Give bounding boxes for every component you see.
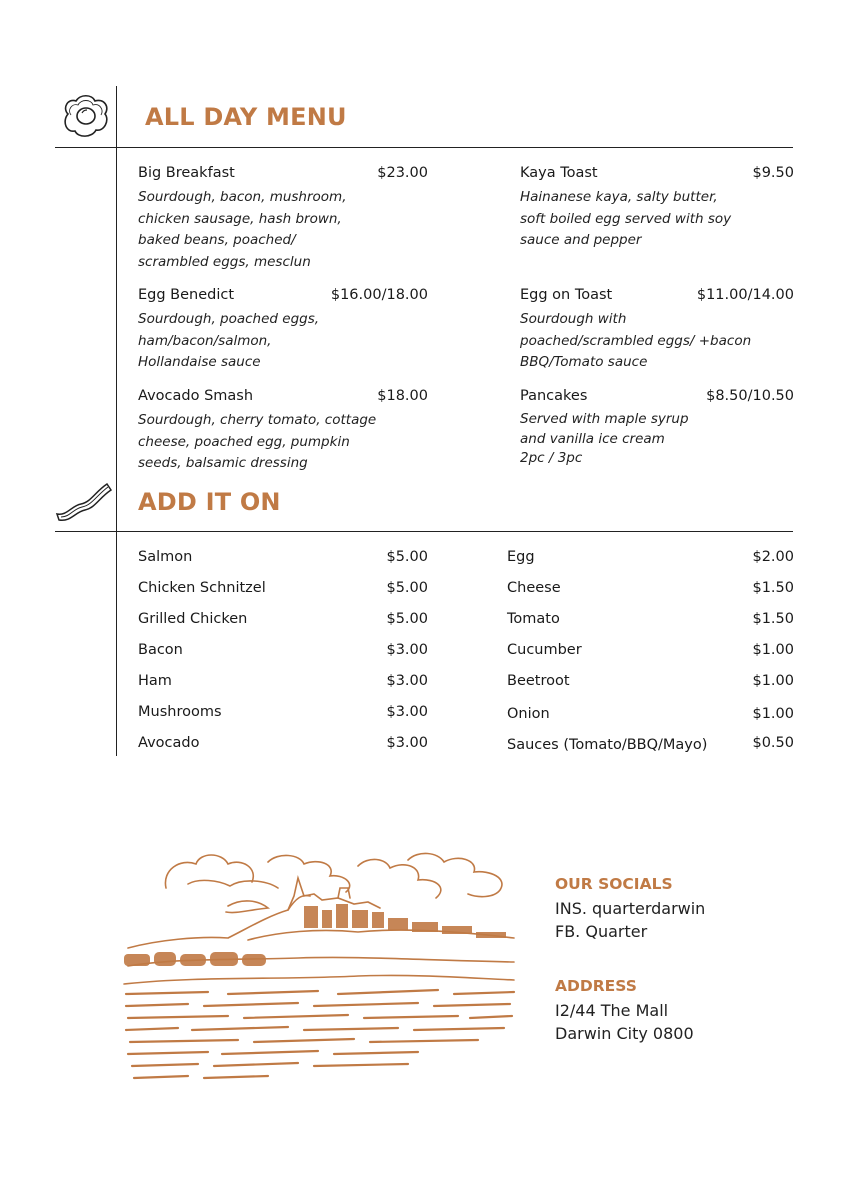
menu-item-price: $18.00 <box>377 388 428 404</box>
addon-price: $1.00 <box>752 642 794 658</box>
addon-price: $3.00 <box>386 704 428 720</box>
menu-item-description: Sourdough with poached/scrambled eggs/ +bacon BBQ/Tomato sauce <box>520 311 752 370</box>
menu-item-price: $11.00/14.00 <box>696 287 794 303</box>
addon-name: Mushrooms <box>138 704 222 720</box>
addon-price: $1.00 <box>752 673 794 689</box>
menu-item-egg-benedict <box>138 287 428 377</box>
addon-name: Grilled Chicken <box>138 611 248 627</box>
addon-price: $5.00 <box>386 580 428 596</box>
menu-item-description: Sourdough, poached eggs, ham/bacon/salmon, Hollandaise sauce <box>138 311 320 370</box>
addon-price: $2.00 <box>752 549 794 565</box>
addon-name: Sauces (Tomato/BBQ/Mayo) <box>507 737 708 753</box>
addon-name: Onion <box>507 706 550 722</box>
addon-name: Salmon <box>138 549 193 565</box>
addon-price: $3.00 <box>386 673 428 689</box>
addon-price: $1.50 <box>752 580 794 596</box>
addon-name: Cheese <box>507 580 561 596</box>
addon-name: Avocado <box>138 735 200 751</box>
menu-item-name: Kaya Toast <box>520 165 598 181</box>
addon-name: Egg <box>507 549 535 565</box>
facebook-handle[interactable]: FB. Quarter <box>555 922 648 941</box>
addons-title: ADD IT ON <box>138 488 281 516</box>
instagram-handle[interactable]: INS. quarterdarwin <box>555 899 706 918</box>
addon-price: $1.50 <box>752 611 794 627</box>
menu-item-pancakes <box>520 388 794 478</box>
addon-name: Beetroot <box>507 673 570 689</box>
address-line-2: Darwin City 0800 <box>555 1024 694 1043</box>
fried-egg-icon <box>58 92 112 140</box>
menu-item-description: Hainanese kaya, salty butter, soft boiled egg served with soy sauce and pepper <box>520 189 732 248</box>
addon-price: $3.00 <box>386 642 428 658</box>
menu-item-price: $16.00/18.00 <box>330 287 428 303</box>
addon-price: $5.00 <box>386 549 428 565</box>
address-heading: ADDRESS <box>555 977 637 995</box>
town-landscape-illustration <box>118 848 520 1098</box>
addon-price: $1.00 <box>752 706 794 722</box>
addons-left-list <box>138 549 428 764</box>
menu-item-description: Sourdough, cherry tomato, cottage cheese, poached egg, pumpkin seeds, balsamic dressing <box>138 412 377 471</box>
addons-header-rule <box>55 531 793 532</box>
socials-heading: OUR SOCIALS <box>555 875 673 893</box>
menu-item-name: Egg Benedict <box>138 287 235 303</box>
menu-item-description: Served with maple syrup and vanilla ice cream 2pc / 3pc <box>520 411 689 466</box>
vertical-divider <box>116 86 117 756</box>
menu-item-egg-on-toast <box>520 287 794 377</box>
menu-item-name: Big Breakfast <box>138 165 235 181</box>
menu-item-name: Pancakes <box>520 388 588 404</box>
addon-name: Tomato <box>507 611 560 627</box>
menu-item-kaya-toast <box>520 165 794 255</box>
menu-title: ALL DAY MENU <box>145 103 347 131</box>
bacon-icon <box>55 480 113 524</box>
menu-item-price: $9.50 <box>752 165 794 181</box>
menu-header-rule <box>55 147 793 148</box>
addon-name: Bacon <box>138 642 183 658</box>
menu-item-big-breakfast <box>138 165 428 275</box>
addon-name: Ham <box>138 673 172 689</box>
menu-item-name: Avocado Smash <box>138 388 254 404</box>
menu-item-name: Egg on Toast <box>520 287 613 303</box>
menu-item-avocado-smash <box>138 388 428 478</box>
addon-price: $3.00 <box>386 735 428 751</box>
menu-item-price: $23.00 <box>377 165 428 181</box>
addon-price: $5.00 <box>386 611 428 627</box>
addon-price: $0.50 <box>752 735 794 751</box>
address-line-1: I2/44 The Mall <box>555 1001 669 1020</box>
addon-name: Cucumber <box>507 642 582 658</box>
menu-item-description: Sourdough, bacon, mushroom, chicken sausage, hash brown, baked beans, poached/ scrambled eggs, mesclun <box>138 189 347 270</box>
addons-right-list <box>507 549 794 764</box>
menu-item-price: $8.50/10.50 <box>706 388 794 404</box>
addon-name: Chicken Schnitzel <box>138 580 266 596</box>
